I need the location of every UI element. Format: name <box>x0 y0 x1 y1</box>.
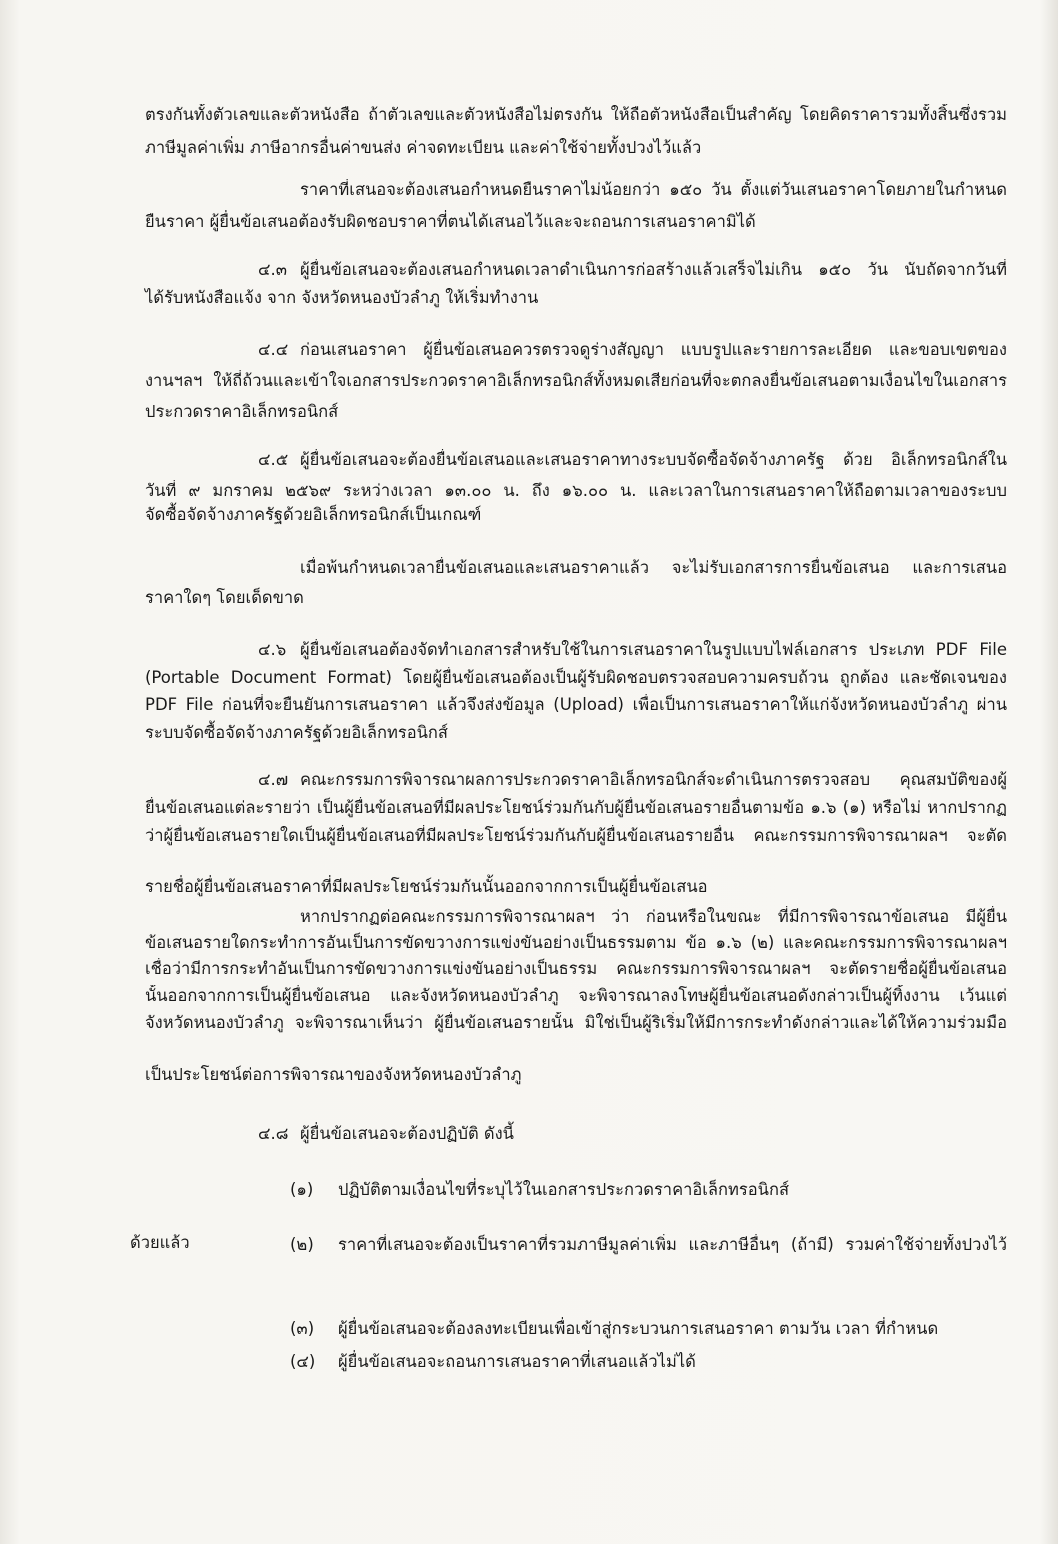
text-line: ผู้ยื่นข้อเสนอจะต้องยื่นข้อเสนอและเสนอราคาทางระบบจัดซื้อจัดจ้างภาครัฐ ด้วย อิเล็กทรอนิกส์ใน <box>300 450 1007 469</box>
text-line: ประกวดราคาอิเล็กทรอนิกส์ <box>145 402 339 421</box>
item-number: (๒) <box>290 1235 314 1254</box>
text-line: จังหวัดหนองบัวลำภู จะพิจารณาเห็นว่า ผู้ยื่นข้อเสนอรายนั้น มิใช่เป็นผู้ริเริ่มให้มีการกระทำดังกล่าวและได้ให้ความร่วมมือ <box>145 1013 1007 1032</box>
text-line: ข้อเสนอรายใดกระทำการอันเป็นการขัดขวางการแข่งขันอย่างเป็นธรรมตาม ข้อ ๑.๖ (๒) และคณะกรรมการพิจารณาผลฯ <box>145 933 1007 952</box>
text-line: หากปรากฏต่อคณะกรรมการพิจารณาผลฯ ว่า ก่อนหรือในขณะ ที่มีการพิจารณาข้อเสนอ มีผู้ยื่น <box>300 907 1007 926</box>
text-line: ยืนราคา ผู้ยื่นข้อเสนอต้องรับผิดชอบราคาที่ตนได้เสนอไว้และจะถอนการเสนอราคามิได้ <box>145 212 756 231</box>
text-line: รายชื่อผู้ยื่นข้อเสนอราคาที่มีผลประโยชน์ร่วมกันนั้นออกจากการเป็นผู้ยื่นข้อเสนอ <box>145 877 708 896</box>
text-line: ราคาใดๆ โดยเด็ดขาด <box>145 588 304 607</box>
text-line: ผู้ยื่นข้อเสนอต้องจัดทำเอกสารสำหรับใช้ในการเสนอราคาในรูปแบบไฟล์เอกสาร ประเภท PDF File <box>300 640 1007 659</box>
text-line: ผู้ยื่นข้อเสนอจะต้องเสนอกำหนดเวลาดำเนินการก่อสร้างแล้วเสร็จไม่เกิน ๑๕๐ วัน นับถัดจากวันที่ <box>300 260 1007 279</box>
item-number: (๔) <box>290 1352 316 1371</box>
text-line: ราคาที่เสนอจะต้องเสนอกำหนดยืนราคาไม่น้อยกว่า ๑๕๐ วัน ตั้งแต่วันเสนอราคาโดยภายในกำหนด <box>300 180 1007 199</box>
text-line: ก่อนเสนอราคา ผู้ยื่นข้อเสนอควรตรวจดูร่างสัญญา แบบรูปและรายการละเอียด และขอบเขตของ <box>300 340 1007 359</box>
section-number: ๔.๕ <box>258 450 289 469</box>
section-number: ๔.๗ <box>258 770 289 789</box>
text-line: ระบบจัดซื้อจัดจ้างภาครัฐด้วยอิเล็กทรอนิกส์ <box>145 723 448 742</box>
text-line: จัดซื้อจัดจ้างภาครัฐด้วยอิเล็กทรอนิกส์เป็นเกณฑ์ <box>145 505 482 524</box>
text-line: ภาษีมูลค่าเพิ่ม ภาษีอากรอื่นค่าขนส่ง ค่าจดทะเบียน และค่าใช้จ่ายทั้งปวงไว้แล้ว <box>145 138 702 157</box>
list-item: ผู้ยื่นข้อเสนอจะต้องลงทะเบียนเพื่อเข้าสู่กระบวนการเสนอราคา ตามวัน เวลา ที่กำหนด <box>338 1319 939 1338</box>
text-line: งานฯลฯ ให้ถี่ถ้วนและเข้าใจเอกสารประกวดราคาอิเล็กทรอนิกส์ทั้งหมดเสียก่อนที่จะตกลงยื่นข้อเสนอตามเงื่อนไขในเอกสาร <box>145 371 1007 390</box>
text-line: เชื่อว่ามีการกระทำอันเป็นการขัดขวางการแข่งขันอย่างเป็นธรรม คณะกรรมการพิจารณาผลฯ จะตัดรายชื่อผู้ยื่นข้อเสนอ <box>145 959 1007 978</box>
text-line: ยื่นข้อเสนอแต่ละรายว่า เป็นผู้ยื่นข้อเสนอที่มีผลประโยชน์ร่วมกันกับผู้ยื่นข้อเสนอรายอื่นตามข้อ ๑.๖ (๑) หรือไม่ หากปรากฏ <box>145 798 1007 817</box>
section-number: ๔.๖ <box>258 640 287 659</box>
list-item: ปฏิบัติตามเงื่อนไขที่ระบุไว้ในเอกสารประกวดราคาอิเล็กทรอนิกส์ <box>338 1180 790 1199</box>
section-number: ๔.๔ <box>258 340 289 359</box>
list-item-continuation: ด้วยแล้ว <box>130 1233 190 1252</box>
text-line: เมื่อพ้นกำหนดเวลายื่นข้อเสนอและเสนอราคาแล้ว จะไม่รับเอกสารการยื่นข้อเสนอ และการเสนอ <box>300 558 1007 577</box>
item-number: (๑) <box>290 1180 314 1199</box>
item-number: (๓) <box>290 1319 315 1338</box>
text-line: ได้รับหนังสือแจ้ง จาก จังหวัดหนองบัวลำภู ให้เริ่มทำงาน <box>145 288 539 307</box>
text-line: PDF File ก่อนที่จะยืนยันการเสนอราคา แล้วจึงส่งข้อมูล (Upload) เพื่อเป็นการเสนอราคาให้แก่จังหวัดหนองบัวลำภู ผ่าน <box>145 695 1007 714</box>
text-line: (Portable Document Format) โดยผู้ยื่นข้อเสนอต้องเป็นผู้รับผิดชอบตรวจสอบความครบถ้วน ถูกต้อง และชัดเจนของ <box>145 668 1007 687</box>
text-line: นั้นออกจากการเป็นผู้ยื่นข้อเสนอ และจังหวัดหนองบัวลำภู จะพิจารณาลงโทษผู้ยื่นข้อเสนอดังกล่าวเป็นผู้ทิ้งงาน เว้นแต่ <box>145 986 1007 1005</box>
text-line: ตรงกันทั้งตัวเลขและตัวหนังสือ ถ้าตัวเลขและตัวหนังสือไม่ตรงกัน ให้ถือตัวหนังสือเป็นสำคัญ โดยคิดราคารวมทั้งสิ้นซึ่งรวม <box>145 105 1007 124</box>
text-line: ว่าผู้ยื่นข้อเสนอรายใดเป็นผู้ยื่นข้อเสนอที่มีผลประโยชน์ร่วมกันกับผู้ยื่นข้อเสนอรายอื่น คณะกรรมการพิจารณาผลฯ จะตัด <box>145 826 1007 845</box>
section-number: ๔.๘ <box>258 1124 289 1143</box>
text-line: เป็นประโยชน์ต่อการพิจารณาของจังหวัดหนองบัวลำภู <box>145 1065 522 1084</box>
text-line: วันที่ ๙ มกราคม ๒๕๖๙ ระหว่างเวลา ๑๓.๐๐ น. ถึง ๑๖.๐๐ น. และเวลาในการเสนอราคาให้ถือตามเวลาของระบบ <box>145 481 1007 500</box>
list-item: ราคาที่เสนอจะต้องเป็นราคาที่รวมภาษีมูลค่าเพิ่ม และภาษีอื่นๆ (ถ้ามี) รวมค่าใช้จ่ายทั้งปวงไว้ <box>338 1235 1007 1254</box>
section-title: ผู้ยื่นข้อเสนอจะต้องปฏิบัติ ดังนี้ <box>300 1124 514 1143</box>
text-line: คณะกรรมการพิจารณาผลการประกวดราคาอิเล็กทรอนิกส์จะดำเนินการตรวจสอบ คุณสมบัติของผู้ <box>300 770 1007 789</box>
section-number: ๔.๓ <box>258 260 288 279</box>
list-item: ผู้ยื่นข้อเสนอจะถอนการเสนอราคาที่เสนอแล้วไม่ได้ <box>338 1352 696 1371</box>
